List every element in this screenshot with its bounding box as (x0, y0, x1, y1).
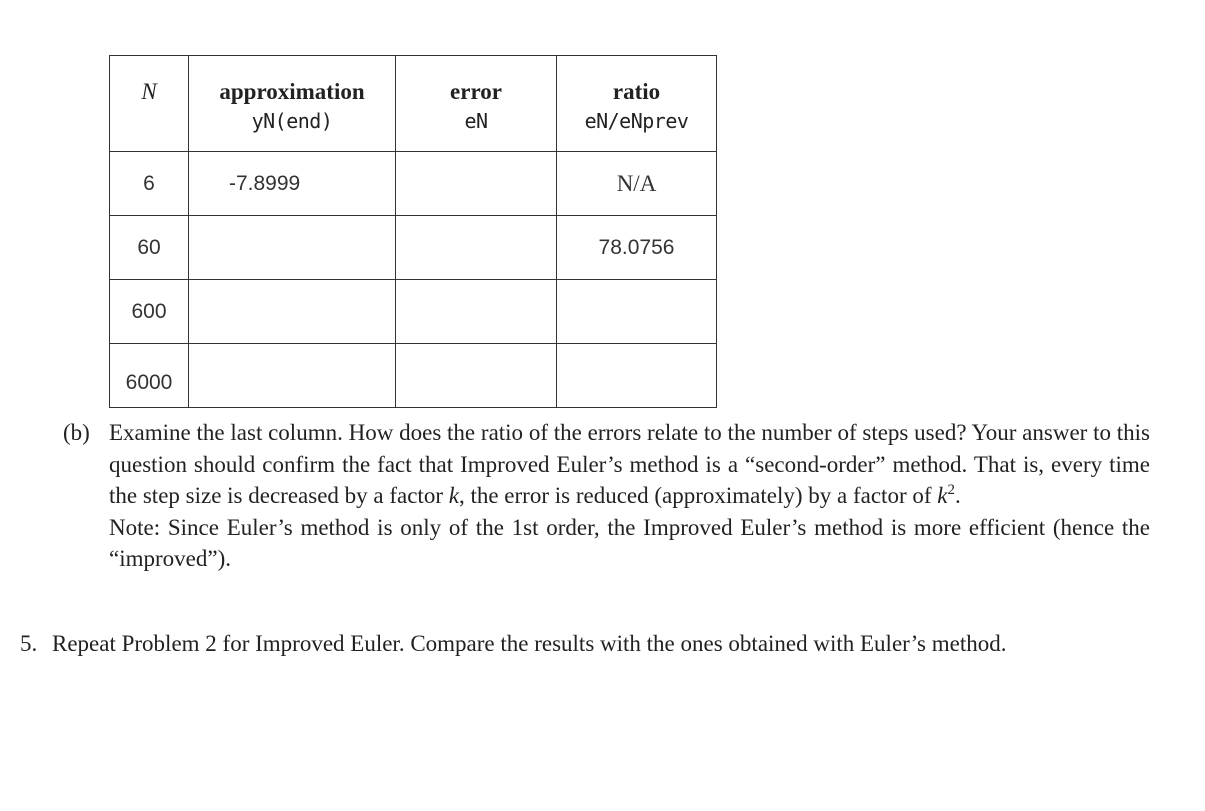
header-approximation-sub: yN(end) (251, 109, 333, 133)
cell-n: 60 (110, 216, 189, 280)
part-b-text-1: Examine the last column. How does the ratio of the errors relate to the number of steps used? Your answer to this question should confirm the fact that Improved Euler’s method is a “second-order” method. That is, every time the step size is decreased by a factor (109, 420, 1150, 509)
header-approximation (189, 56, 396, 152)
cell-error (396, 280, 557, 344)
header-ratio-sub: eN/eNprev (584, 109, 689, 133)
math-k-squared-base: k (937, 483, 948, 509)
results-table (109, 55, 717, 408)
header-n (110, 56, 189, 152)
header-n-title: N (141, 79, 157, 104)
cell-n: 6 (110, 152, 189, 216)
math-k: k (448, 483, 459, 509)
header-error-title: error (450, 79, 502, 104)
table-row (110, 344, 717, 408)
cell-error (396, 216, 557, 280)
header-error (396, 56, 557, 152)
cell-approximation (189, 280, 396, 344)
header-ratio-title: ratio (612, 79, 661, 104)
cell-ratio: N/A (557, 152, 717, 216)
problem-5-text: Repeat Problem 2 for Improved Euler. Compare the results with the ones obtained with Euler’s method. (52, 631, 1007, 656)
part-b-text (109, 417, 1150, 575)
cell-ratio: 78.0756 (557, 216, 717, 280)
part-b-label: (b) (63, 420, 90, 445)
math-exponent: 2 (947, 482, 955, 499)
cell-ratio (557, 280, 717, 344)
part-b-text-2: , the error is reduced (approximately) by a factor of (458, 483, 938, 509)
header-approximation-title: approximation (219, 79, 365, 104)
table-row (110, 216, 717, 280)
table-row (110, 152, 717, 216)
cell-error (396, 344, 557, 408)
cell-approximation: -7.8999 (189, 152, 396, 216)
cell-n: 600 (110, 280, 189, 344)
part-b-question (109, 417, 1150, 512)
header-ratio (557, 56, 717, 152)
table-row (110, 280, 717, 344)
cell-error (396, 152, 557, 216)
part-b-text-3: . (955, 483, 961, 509)
table-header-row (110, 56, 717, 152)
cell-ratio (557, 344, 717, 408)
cell-approximation (189, 344, 396, 408)
cell-n: 6000 (110, 344, 189, 408)
problem-5-label: 5. (20, 631, 38, 656)
header-error-sub: eN (464, 109, 488, 133)
cell-approximation (189, 216, 396, 280)
part-b-note: Note: Since Euler’s method is only of the 1st order, the Improved Euler’s method is more efficient (hence the “improved”). (109, 514, 1150, 572)
